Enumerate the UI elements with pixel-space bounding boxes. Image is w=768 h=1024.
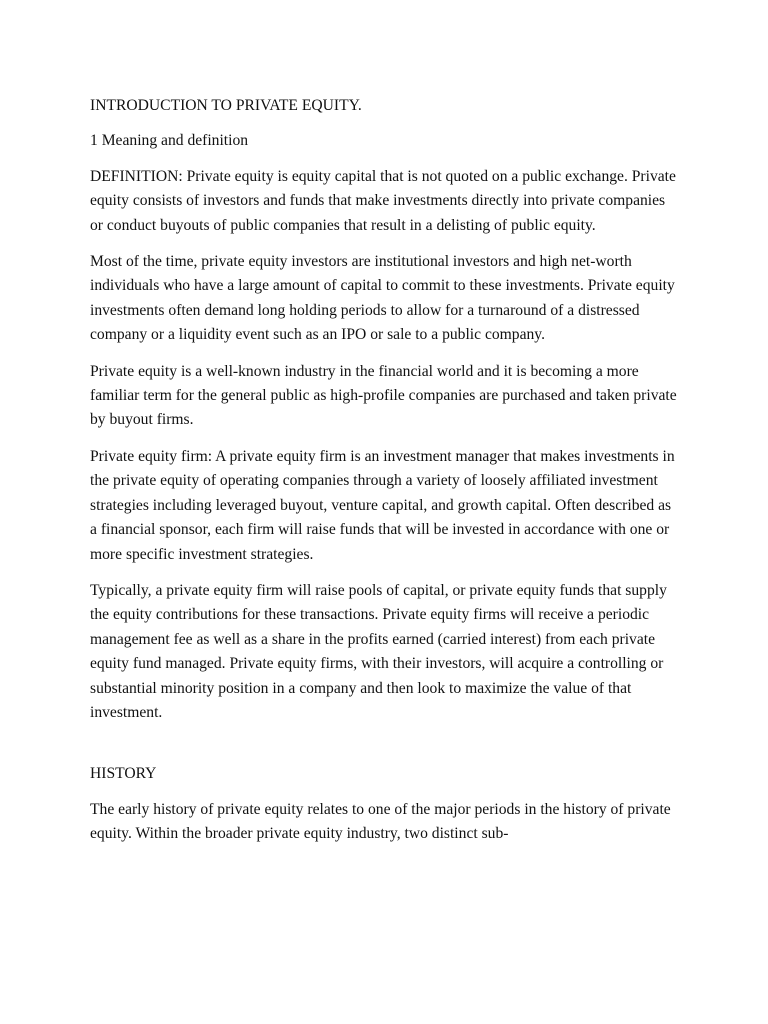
paragraph-investors: Most of the time, private equity investors are institutional investors and high net-worth individuals who have a large amount of capital to commit to these investments. Private equity investments often demand long holding periods to allow for a turnaround of a distressed company or a liquidity event such as an IPO or sale to a public company. xyxy=(90,253,675,344)
paragraph-definition: DEFINITION: Private equity is equity capital that is not quoted on a public exchange. Private equity consists of investors and funds that make investments directly into private companies or conduct buyouts of public companies that result in a delisting of public equity. xyxy=(90,167,676,234)
paragraph-history: The early history of private equity relates to one of the major periods in the history of private equity. Within the broader private equity industry, two distinct sub- xyxy=(90,800,671,843)
paragraph-funds: Typically, a private equity firm will raise pools of capital, or private equity funds that supply the equity contributions for these transactions. Private equity firms will receive a periodic management fee as well as a share in the profits earned (carried interest) from each private equity fund managed. Private equity firms, with their investors, will acquire a controlling or substantial minority position in a company and then look to maximize the value of that investment. xyxy=(90,581,667,721)
document-title: INTRODUCTION TO PRIVATE EQUITY. xyxy=(90,97,362,114)
section-heading: 1 Meaning and definition xyxy=(90,132,249,150)
history-heading: HISTORY xyxy=(90,765,157,783)
paragraph-firm: Private equity firm: A private equity firm is an investment manager that makes investments in the private equity of operating companies through a variety of loosely affiliated investment strategies including leveraged buyout, venture capital, and growth capital. Often described as a financial sponsor, each firm will raise funds that will be invested in accordance with one or more specific investment strategies. xyxy=(90,447,675,563)
paragraph-industry: Private equity is a well-known industry in the financial world and it is becoming a more familiar term for the general public as high-profile companies are purchased and taken private by buyout firms. xyxy=(90,362,677,429)
document-body xyxy=(90,94,680,859)
